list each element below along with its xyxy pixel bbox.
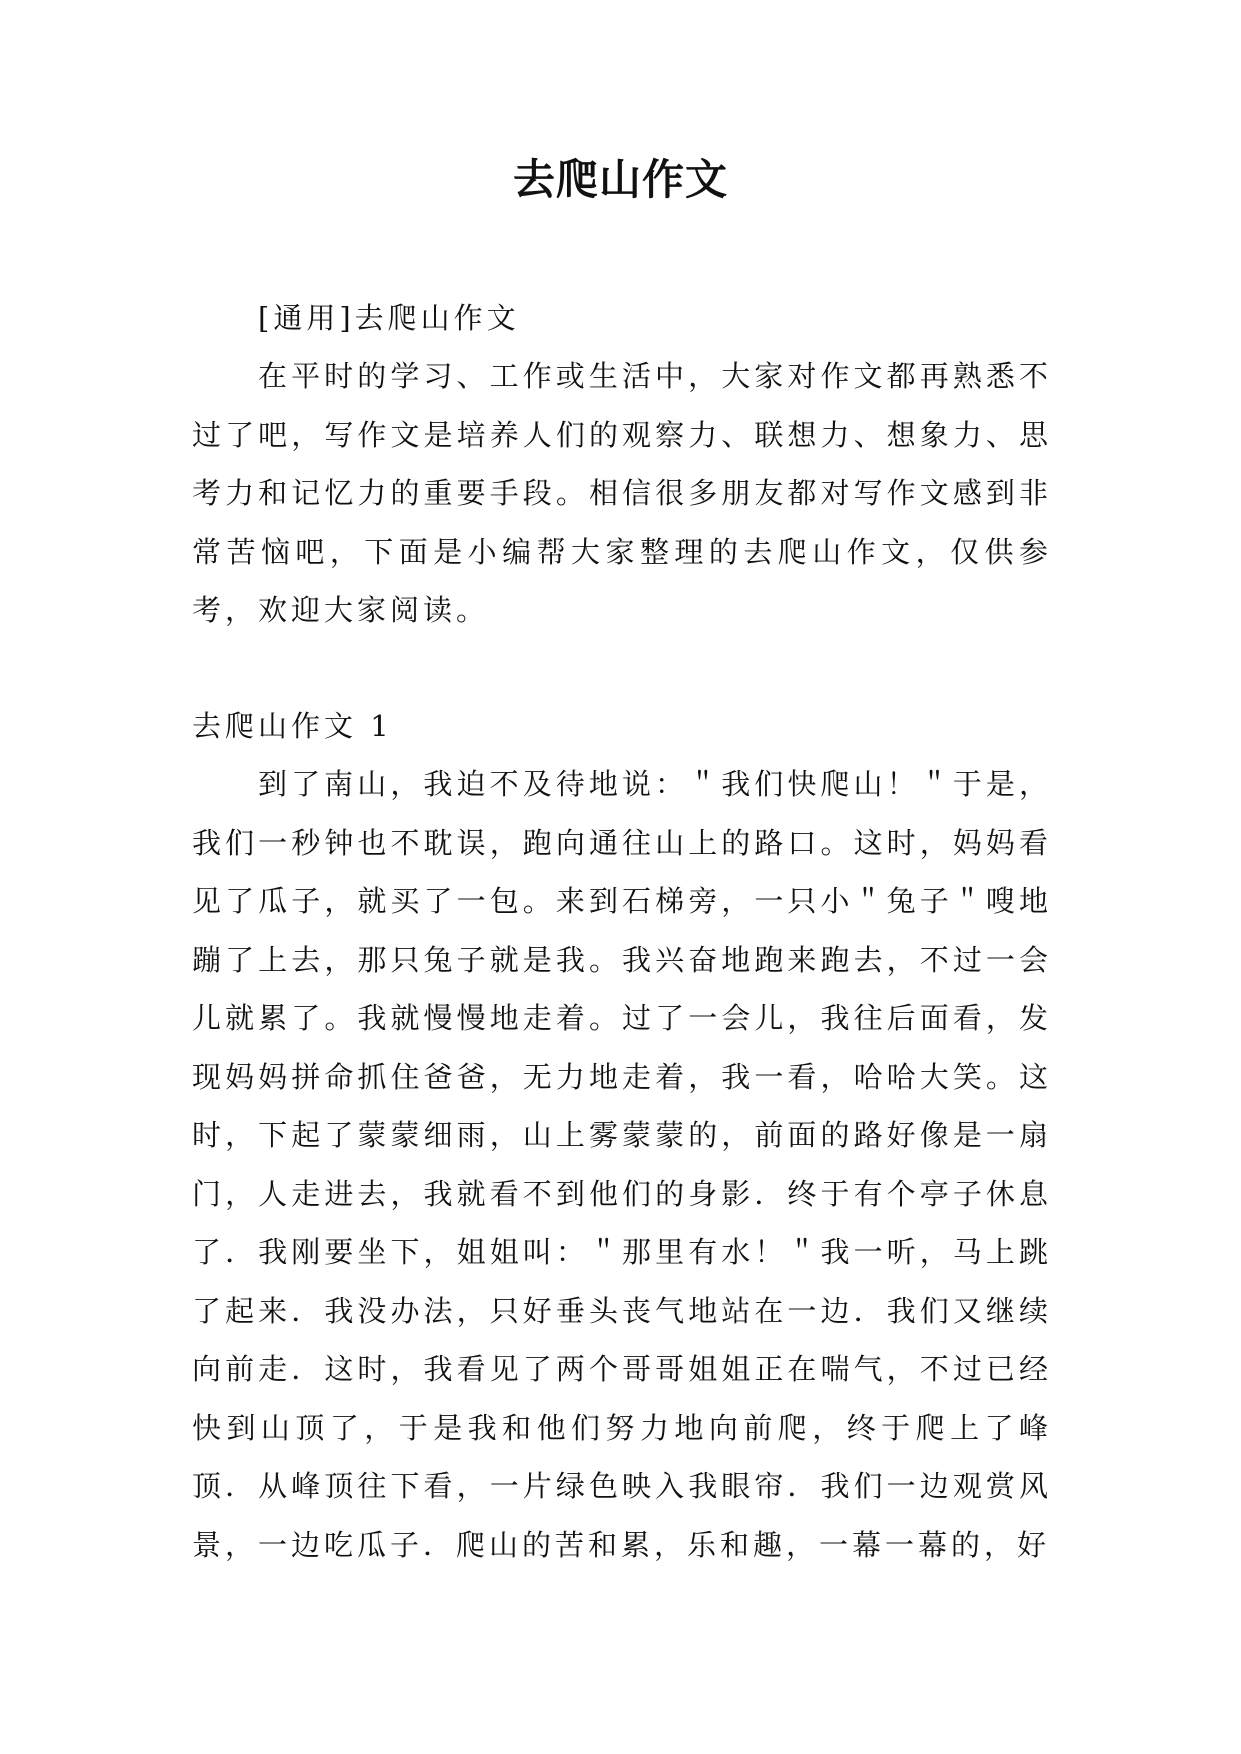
section-body-paragraph: 到了南山，我迫不及待地说：＂我们快爬山！＂于是，我们一秒钟也不耽误，跑向通往山上的路口。这时，妈妈看见了瓜子，就买了一包。来到石梯旁，一只小＂兔子＂嗖地蹦了上去，那只兔子就是我。我兴奋地跑来跑去，不过一会儿就累了。我就慢慢地走着。过了一会儿，我往后面看，发现妈妈拼命抓住爸爸，无力地走着，我一看，哈哈大笑。这时，下起了蒙蒙细雨，山上雾蒙蒙的，前面的路好像是一扇门，人走进去，我就看不到他们的身影．终于有个亭子休息了．我刚要坐下，姐姐叫：＂那里有水！＂我一听，马上跳了起来．我没办法，只好垂头丧气地站在一边．我们又继续向前走．这时，我看见了两个哥哥姐姐正在喘气，不过已经快到山顶了，于是我和他们努力地向前爬，终于爬上了峰顶．从峰顶往下看，一片绿色映入我眼帘．我们一边观赏风景，一边吃瓜子．爬山的苦和累，乐和趣，一幕一幕的，好 — [192, 767, 1052, 1562]
document-subtitle: [通用]去爬山作文 — [258, 301, 520, 335]
document-title: 去爬山作文 — [512, 155, 728, 204]
section-heading: 去爬山作文 1 — [192, 709, 393, 743]
intro-paragraph: 在平时的学习、工作或生活中，大家对作文都再熟悉不过了吧，写作文是培养人们的观察力、联想力、想象力、思考力和记忆力的重要手段。相信很多朋友都对写作文感到非常苦恼吧，下面是小编帮大家整理的去爬山作文，仅供参考，欢迎大家阅读。 — [192, 359, 1052, 627]
